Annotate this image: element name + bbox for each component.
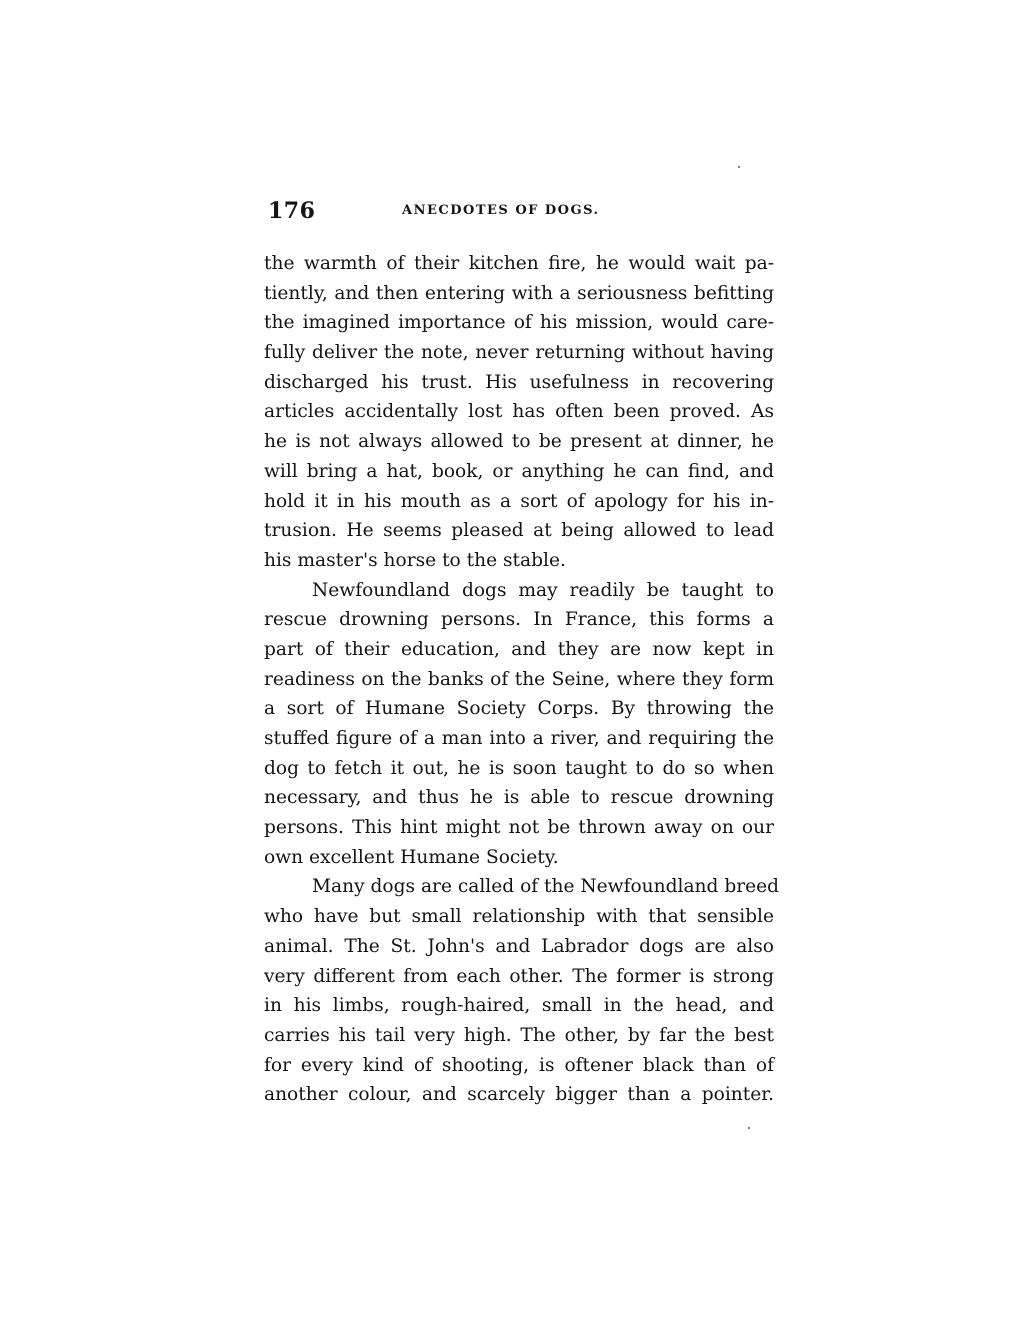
text-line: trusion. He seems pleased at being allowed to lead <box>264 520 774 542</box>
text-line: rescue drowning persons. In France, this forms a <box>264 609 774 631</box>
text-line: persons. This hint might not be thrown away on our <box>264 817 774 839</box>
text-line: dog to fetch it out, he is soon taught to do so when <box>264 757 774 779</box>
text-line: hold it in his mouth as a sort of apology for his in- <box>264 490 774 512</box>
scan-speck <box>738 166 740 168</box>
text-line: in his limbs, rough-haired, small in the head, and <box>264 995 774 1017</box>
paragraph <box>264 576 774 873</box>
text-line: readiness on the banks of the Seine, where they form <box>264 668 774 690</box>
text-line: discharged his trust. His usefulness in recovering <box>264 371 774 393</box>
text-line: part of their education, and they are now kept in <box>264 638 774 660</box>
text-line: for every kind of shooting, is oftener black than of <box>264 1054 774 1076</box>
text-line: articles accidentally lost has often been proved. As <box>264 401 774 423</box>
text-line: fully deliver the note, never returning without having <box>264 342 774 364</box>
text-line: Newfoundland dogs may readily be taught to <box>312 579 774 601</box>
page-number: 176 <box>268 198 316 224</box>
text-line: the warmth of their kitchen fire, he would wait pa- <box>264 253 774 274</box>
text-line: he is not always allowed to be present at dinner, he <box>264 431 774 453</box>
running-head: ANECDOTES OF DOGS. <box>402 203 600 218</box>
text-line: very different from each other. The former is strong <box>264 965 774 987</box>
text-line: necessary, and thus he is able to rescue drowning <box>264 787 774 809</box>
text-line: carries his tail very high. The other, by far the best <box>264 1024 774 1046</box>
text-line: the imagined importance of his mission, would care- <box>264 312 774 334</box>
paragraph <box>264 872 780 1110</box>
text-line: a sort of Humane Society Corps. By throwing the <box>264 698 774 720</box>
text-line: his master's horse to the stable. <box>264 549 566 571</box>
text-line: stuffed figure of a man into a river, and requiring the <box>264 728 774 749</box>
text-line: another colour, and scarcely bigger than a pointer. <box>264 1084 774 1106</box>
body-text <box>264 249 780 1110</box>
paragraph <box>264 249 774 576</box>
scan-speck <box>748 1127 750 1129</box>
text-line: tiently, and then entering with a seriousness befitting <box>264 282 774 304</box>
text-line: who have but small relationship with that sensible <box>264 906 774 928</box>
text-line: animal. The St. John's and Labrador dogs are also <box>264 935 774 957</box>
text-line: Many dogs are called of the Newfoundland breed <box>312 876 780 898</box>
text-line: will bring a hat, book, or anything he can find, and <box>264 460 774 482</box>
page-header <box>268 198 773 228</box>
text-line: own excellent Humane Society. <box>264 846 559 868</box>
